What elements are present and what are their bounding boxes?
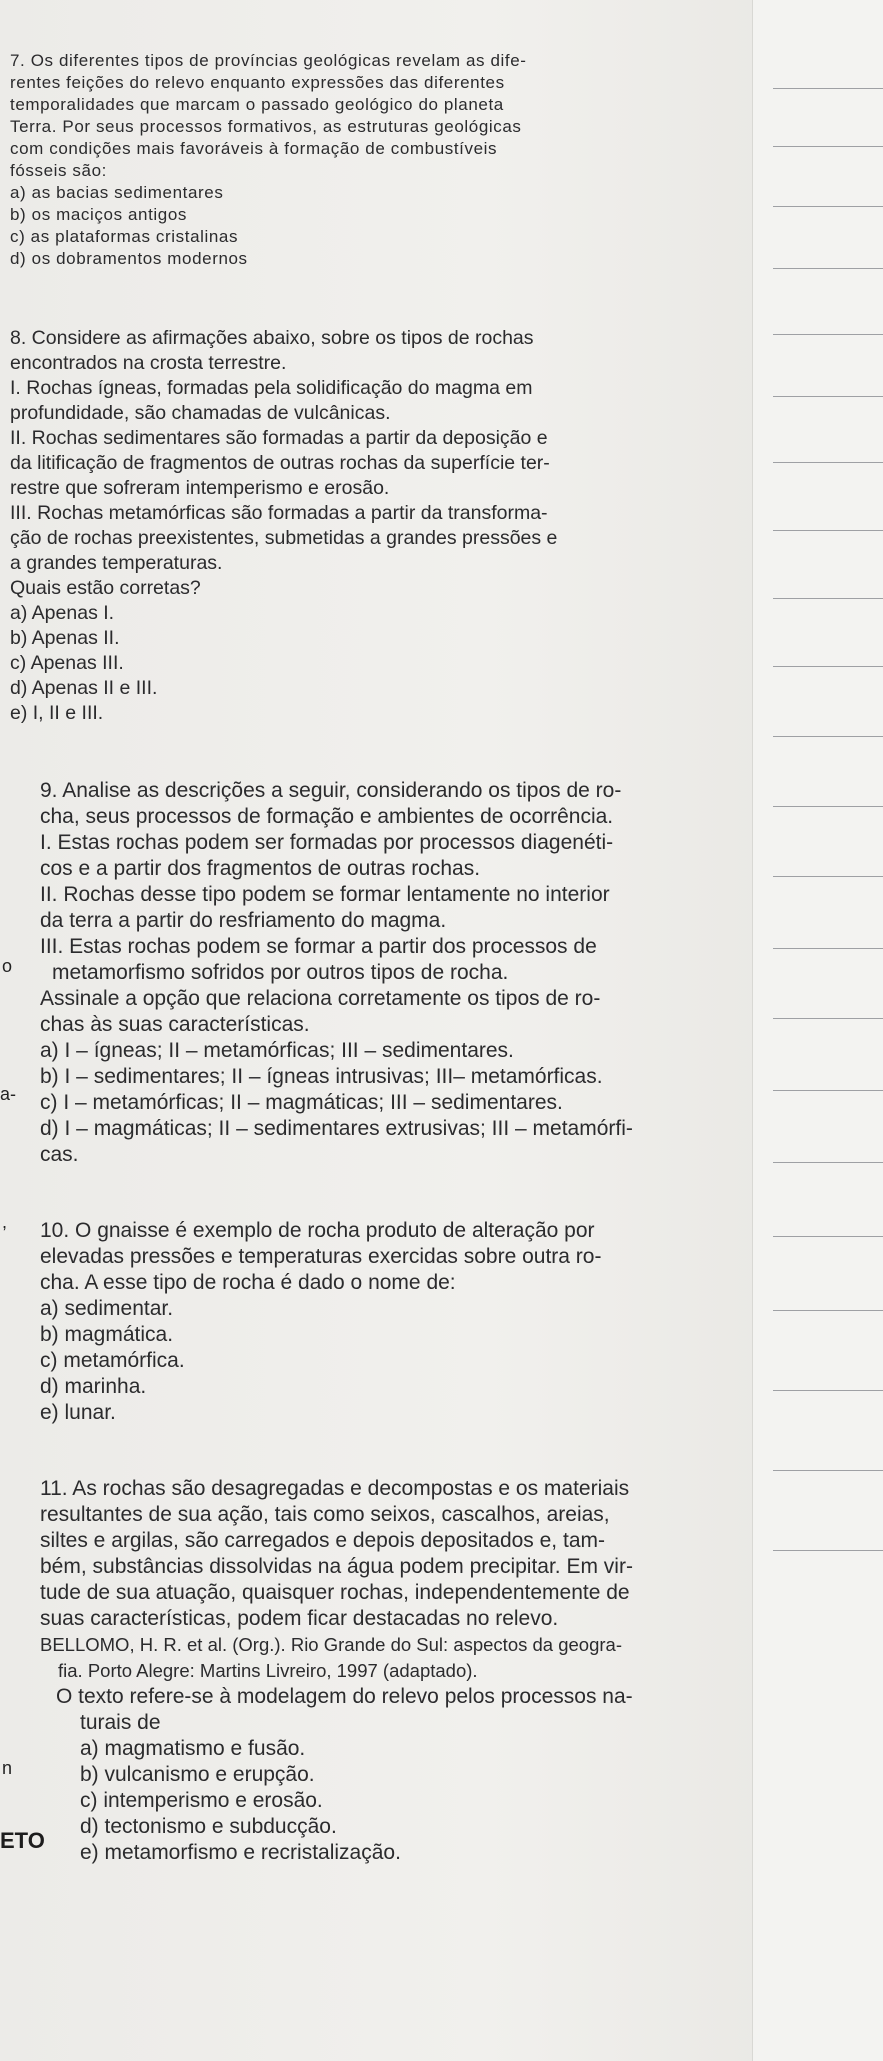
margin-fragment: a- bbox=[0, 1084, 17, 1104]
q9-line: 9. Analise as descrições a seguir, considerando os tipos de ro- bbox=[40, 779, 622, 802]
q10-line: cha. A esse tipo de rocha é dado o nome de: bbox=[40, 1271, 456, 1294]
q9-option-a: a) I – ígneas; II – metamórficas; III – sedimentares. bbox=[40, 1039, 514, 1062]
q8-line: encontrados na crosta terrestre. bbox=[10, 352, 287, 374]
q10-line: elevadas pressões e temperaturas exercidas sobre outra ro- bbox=[40, 1245, 602, 1268]
q9-option-d-cont: cas. bbox=[40, 1143, 79, 1166]
q9-line: II. Rochas desse tipo podem se formar lentamente no interior bbox=[40, 883, 610, 906]
q11-citation: BELLOMO, H. R. et al. (Org.). Rio Grande do Sul: aspectos da geogra- bbox=[40, 1634, 622, 1655]
q8-line: da litificação de fragmentos de outras rochas da superfície ter- bbox=[10, 452, 550, 474]
question-10 bbox=[40, 1218, 830, 1426]
q9-option-c: c) I – metamórficas; II – magmáticas; III – sedimentares. bbox=[40, 1091, 563, 1114]
question-9 bbox=[40, 778, 830, 1168]
q9-line: III. Estas rochas podem se formar a partir dos processos de bbox=[40, 935, 597, 958]
q8-line: 8. Considere as afirmações abaixo, sobre os tipos de rochas bbox=[10, 327, 534, 349]
q11-line: suas características, podem ficar destacadas no relevo. bbox=[40, 1607, 559, 1630]
q10-option-b: b) magmática. bbox=[40, 1323, 174, 1346]
q7-option-b: b) os maciços antigos bbox=[10, 205, 188, 224]
q11-option-e: e) metamorfismo e recristalização. bbox=[80, 1841, 401, 1864]
q7-option-d: d) os dobramentos modernos bbox=[10, 249, 248, 268]
q10-option-d: d) marinha. bbox=[40, 1375, 147, 1398]
q7-line: com condições mais favoráveis à formação de combustíveis bbox=[10, 139, 498, 158]
q8-option-a: a) Apenas I. bbox=[10, 602, 115, 624]
q11-option-c: c) intemperismo e erosão. bbox=[80, 1789, 323, 1812]
q11-option-a: a) magmatismo e fusão. bbox=[80, 1737, 306, 1760]
q11-option-d: d) tectonismo e subducção. bbox=[80, 1815, 337, 1838]
q9-line: Assinale a opção que relaciona corretamente os tipos de ro- bbox=[40, 987, 601, 1010]
q7-option-a: a) as bacias sedimentares bbox=[10, 183, 224, 202]
q7-line: fósseis são: bbox=[10, 161, 107, 180]
q7-line: rentes feições do relevo enquanto expressões das diferentes bbox=[10, 73, 505, 92]
q11-line: turais de bbox=[80, 1711, 161, 1734]
q7-line: temporalidades que marcam o passado geológico do planeta bbox=[10, 95, 504, 114]
q8-line: profundidade, são chamadas de vulcânicas. bbox=[10, 402, 391, 424]
q7-option-c: c) as plataformas cristalinas bbox=[10, 227, 239, 246]
q8-option-c: c) Apenas III. bbox=[10, 652, 124, 674]
q8-option-b: b) Apenas II. bbox=[10, 627, 120, 649]
q11-line: siltes e argilas, são carregados e depois depositados e, tam- bbox=[40, 1529, 605, 1552]
margin-fragment: o bbox=[2, 956, 13, 976]
q7-line: Terra. Por seus processos formativos, as estruturas geológicas bbox=[10, 117, 522, 136]
q9-option-d: d) I – magmáticas; II – sedimentares extrusivas; III – metamórfi- bbox=[40, 1117, 633, 1140]
question-8 bbox=[10, 326, 800, 726]
question-7 bbox=[10, 50, 800, 270]
q10-option-e: e) lunar. bbox=[40, 1401, 116, 1424]
margin-fragment: , bbox=[2, 1212, 8, 1232]
q8-line: II. Rochas sedimentares são formadas a partir da deposição e bbox=[10, 427, 548, 449]
q8-line: a grandes temperaturas. bbox=[10, 552, 223, 574]
question-11 bbox=[40, 1476, 830, 1866]
q10-option-c: c) metamórfica. bbox=[40, 1349, 185, 1372]
q11-line: 11. As rochas são desagregadas e decompostas e os materiais bbox=[40, 1477, 630, 1500]
q11-line: O texto refere-se à modelagem do relevo pelos processos na- bbox=[56, 1685, 633, 1708]
q8-line: I. Rochas ígneas, formadas pela solidificação do magma em bbox=[10, 377, 533, 399]
q11-line: resultantes de sua ação, tais como seixos, cascalhos, areias, bbox=[40, 1503, 610, 1526]
margin-fragment: n bbox=[2, 1758, 13, 1778]
q9-line: da terra a partir do resfriamento do magma. bbox=[40, 909, 447, 932]
q10-option-a: a) sedimentar. bbox=[40, 1297, 174, 1320]
margin-fragment: ETO bbox=[0, 1828, 45, 1853]
q9-line: I. Estas rochas podem ser formadas por processos diagenéti- bbox=[40, 831, 614, 854]
q11-line: tude de sua atuação, quaisquer rochas, independentemente de bbox=[40, 1581, 630, 1604]
q9-line: chas às suas características. bbox=[40, 1013, 310, 1036]
q9-line: cha, seus processos de formação e ambientes de ocorrência. bbox=[40, 805, 614, 828]
q8-line: Quais estão corretas? bbox=[10, 577, 201, 599]
q10-line: 10. O gnaisse é exemplo de rocha produto de alteração por bbox=[40, 1219, 595, 1242]
q8-line: III. Rochas metamórficas são formadas a partir da transforma- bbox=[10, 502, 548, 524]
q7-line: 7. Os diferentes tipos de províncias geológicas revelam as dife- bbox=[10, 51, 527, 70]
q8-option-d: d) Apenas II e III. bbox=[10, 677, 158, 699]
q11-option-b: b) vulcanismo e erupção. bbox=[80, 1763, 315, 1786]
q9-line: cos e a partir dos fragmentos de outras rochas. bbox=[40, 857, 481, 880]
q9-option-b: b) I – sedimentares; II – ígneas intrusivas; III– metamórficas. bbox=[40, 1065, 603, 1088]
q11-citation: fia. Porto Alegre: Martins Livreiro, 1997 (adaptado). bbox=[58, 1660, 478, 1681]
q11-line: bém, substâncias dissolvidas na água podem precipitar. Em vir- bbox=[40, 1555, 633, 1578]
q8-line: restre que sofreram intemperismo e erosão. bbox=[10, 477, 390, 499]
q8-line: ção de rochas preexistentes, submetidas a grandes pressões e bbox=[10, 527, 558, 549]
q8-option-e: e) I, II e III. bbox=[10, 702, 104, 724]
q9-line: metamorfismo sofridos por outros tipos de rocha. bbox=[52, 961, 509, 984]
